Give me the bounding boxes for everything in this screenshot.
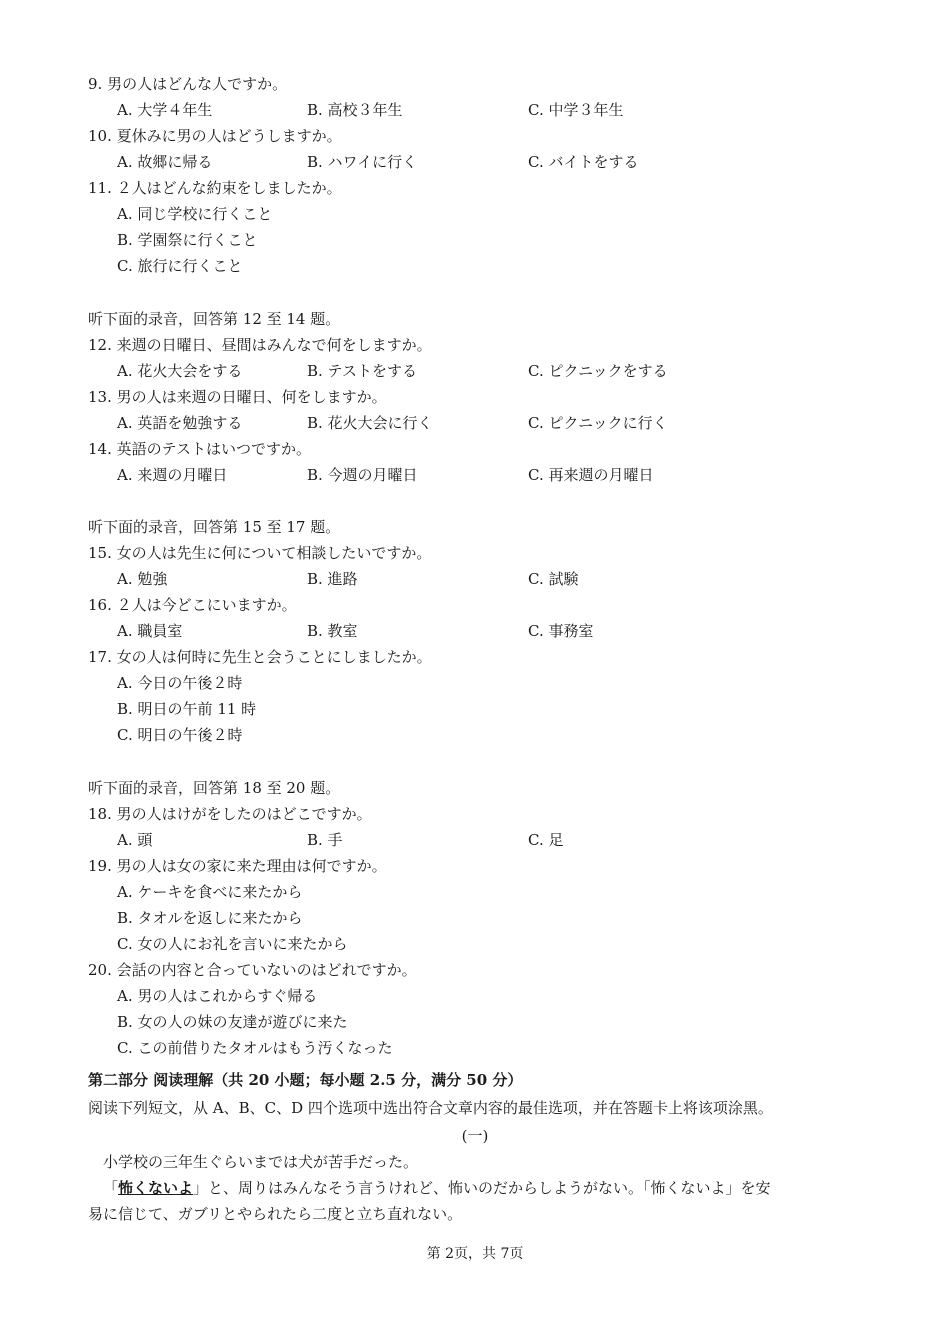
option-11c: C. 旅行に行くこと (117, 257, 243, 275)
passage-paragraph-2 (103, 1178, 771, 1198)
question-16 (88, 595, 297, 615)
q-num: 18. (88, 805, 112, 823)
q-text: 夏休みに男の人はどうしますか。 (116, 127, 342, 145)
q-text: ２人はどんな約束をしましたか。 (116, 179, 342, 197)
q-text: ２人は今どこにいますか。 (116, 596, 297, 614)
q-text: 男の人はけがをしたのはどこですか。 (116, 805, 372, 823)
part2-instruction: 阅读下列短文，从 A、B、C、D 四个选项中选出符合文章内容的最佳选项，并在答题卡上将该项涂黑。 (88, 1099, 773, 1117)
q-num: 14. (88, 440, 112, 458)
option-19a: A. ケーキを食べに来たから (117, 883, 303, 901)
option-16c: C. 事務室 (528, 622, 594, 640)
option-17b: B. 明日の午前 11 時 (117, 700, 257, 718)
option-14a: A. 来週の月曜日 (117, 466, 228, 484)
passage-paragraph-2-cont: 易に信じて、ガブリとやられたら二度と立ち直れない。 (88, 1205, 463, 1223)
option-10c: C. バイトをする (528, 153, 639, 171)
option-20a: A. 男の人はこれからすぐ帰る (117, 987, 318, 1005)
part2-heading: 第二部分 阅读理解（共 20 小题；每小题 2.5 分，满分 50 分） (88, 1071, 523, 1089)
option-11a: A. 同じ学校に行くこと (117, 205, 273, 223)
q-num: 16. (88, 596, 112, 614)
page-number: 第 2页，共 7页 (426, 1246, 524, 1262)
option-10a: A. 故郷に帰る (117, 153, 213, 171)
option-12a: A. 花火大会をする (117, 362, 243, 380)
q-num: 15. (88, 544, 112, 562)
option-18a: A. 頭 (117, 831, 153, 849)
option-14b: B. 今週の月曜日 (307, 466, 418, 484)
option-17a: A. 今日の午後２時 (117, 674, 243, 692)
option-18b: B. 手 (307, 831, 343, 849)
option-16a: A. 職員室 (117, 622, 183, 640)
q-text: 会話の内容と合っていないのはどれですか。 (116, 961, 417, 979)
instruction-12-14: 听下面的录音，回答第 12 至 14 题。 (88, 310, 341, 328)
option-13b: B. 花火大会に行く (307, 414, 433, 432)
question-18 (88, 804, 372, 824)
q-text: 英語のテストはいつですか。 (116, 440, 312, 458)
underlined-phrase: 怖くないよ (118, 1179, 194, 1197)
option-15a: A. 勉強 (117, 570, 168, 588)
q-num: 17. (88, 648, 112, 666)
q-num: 13. (88, 388, 112, 406)
option-12c: C. ピクニックをする (528, 362, 668, 380)
question-15 (88, 543, 431, 563)
option-16b: B. 教室 (307, 622, 358, 640)
option-19c: C. 女の人にお礼を言いに来たから (117, 935, 348, 953)
q-num: 11. (88, 179, 112, 197)
section-label: (一) (461, 1127, 489, 1145)
passage-paragraph-1: 小学校の三年生ぐらいまでは犬が苦手だった。 (103, 1153, 419, 1171)
option-17c: C. 明日の午後２時 (117, 726, 243, 744)
question-9 (88, 74, 287, 94)
option-9b: B. 高校３年生 (307, 101, 403, 119)
option-14c: C. 再来週の月曜日 (528, 466, 654, 484)
question-11 (88, 178, 342, 198)
option-12b: B. テストをする (307, 362, 417, 380)
q-text: 女の人は先生に何について相談したいですか。 (116, 544, 432, 562)
option-9a: A. 大学４年生 (117, 101, 213, 119)
q-text: 男の人はどんな人ですか。 (107, 75, 288, 93)
option-13c: C. ピクニックに行く (528, 414, 668, 432)
option-10b: B. ハワイに行く (307, 153, 418, 171)
instruction-18-20: 听下面的录音，回答第 18 至 20 题。 (88, 779, 341, 797)
q-num: 12. (88, 336, 112, 354)
option-11b: B. 学園祭に行くこと (117, 231, 258, 249)
question-20 (88, 960, 417, 980)
instruction-15-17: 听下面的录音，回答第 15 至 17 题。 (88, 518, 341, 536)
q-num: 19. (88, 857, 112, 875)
q-num: 20. (88, 961, 112, 979)
option-9c: C. 中学３年生 (528, 101, 624, 119)
option-20b: B. 女の人の妹の友達が遊びに来た (117, 1013, 348, 1031)
question-17 (88, 647, 432, 667)
q-text: 来週の日曜日、昼間はみんなで何をしますか。 (116, 336, 432, 354)
q-text: 男の人は女の家に来た理由は何ですか。 (116, 857, 387, 875)
open-quote: 「 (103, 1179, 119, 1197)
q-num: 9. (88, 75, 103, 93)
option-13a: A. 英語を勉強する (117, 414, 243, 432)
option-19b: B. タオルを返しに来たから (117, 909, 303, 927)
option-15c: C. 試験 (528, 570, 579, 588)
q-text: 女の人は何時に先生と会うことにしましたか。 (116, 648, 432, 666)
q-text: 男の人は来週の日曜日、何をしますか。 (116, 388, 387, 406)
question-13 (88, 387, 387, 407)
question-14 (88, 439, 311, 459)
question-10 (88, 126, 342, 146)
option-15b: B. 進路 (307, 570, 358, 588)
option-18c: C. 足 (528, 831, 564, 849)
question-19 (88, 856, 387, 876)
question-12 (88, 335, 432, 355)
paragraph-text: 」と、周りはみんなそう言うけれど、怖いのだからしようがない。「怖くないよ」を安 (193, 1179, 771, 1197)
q-num: 10. (88, 127, 112, 145)
option-20c: C. この前借りたタオルはもう汚くなった (117, 1039, 393, 1057)
